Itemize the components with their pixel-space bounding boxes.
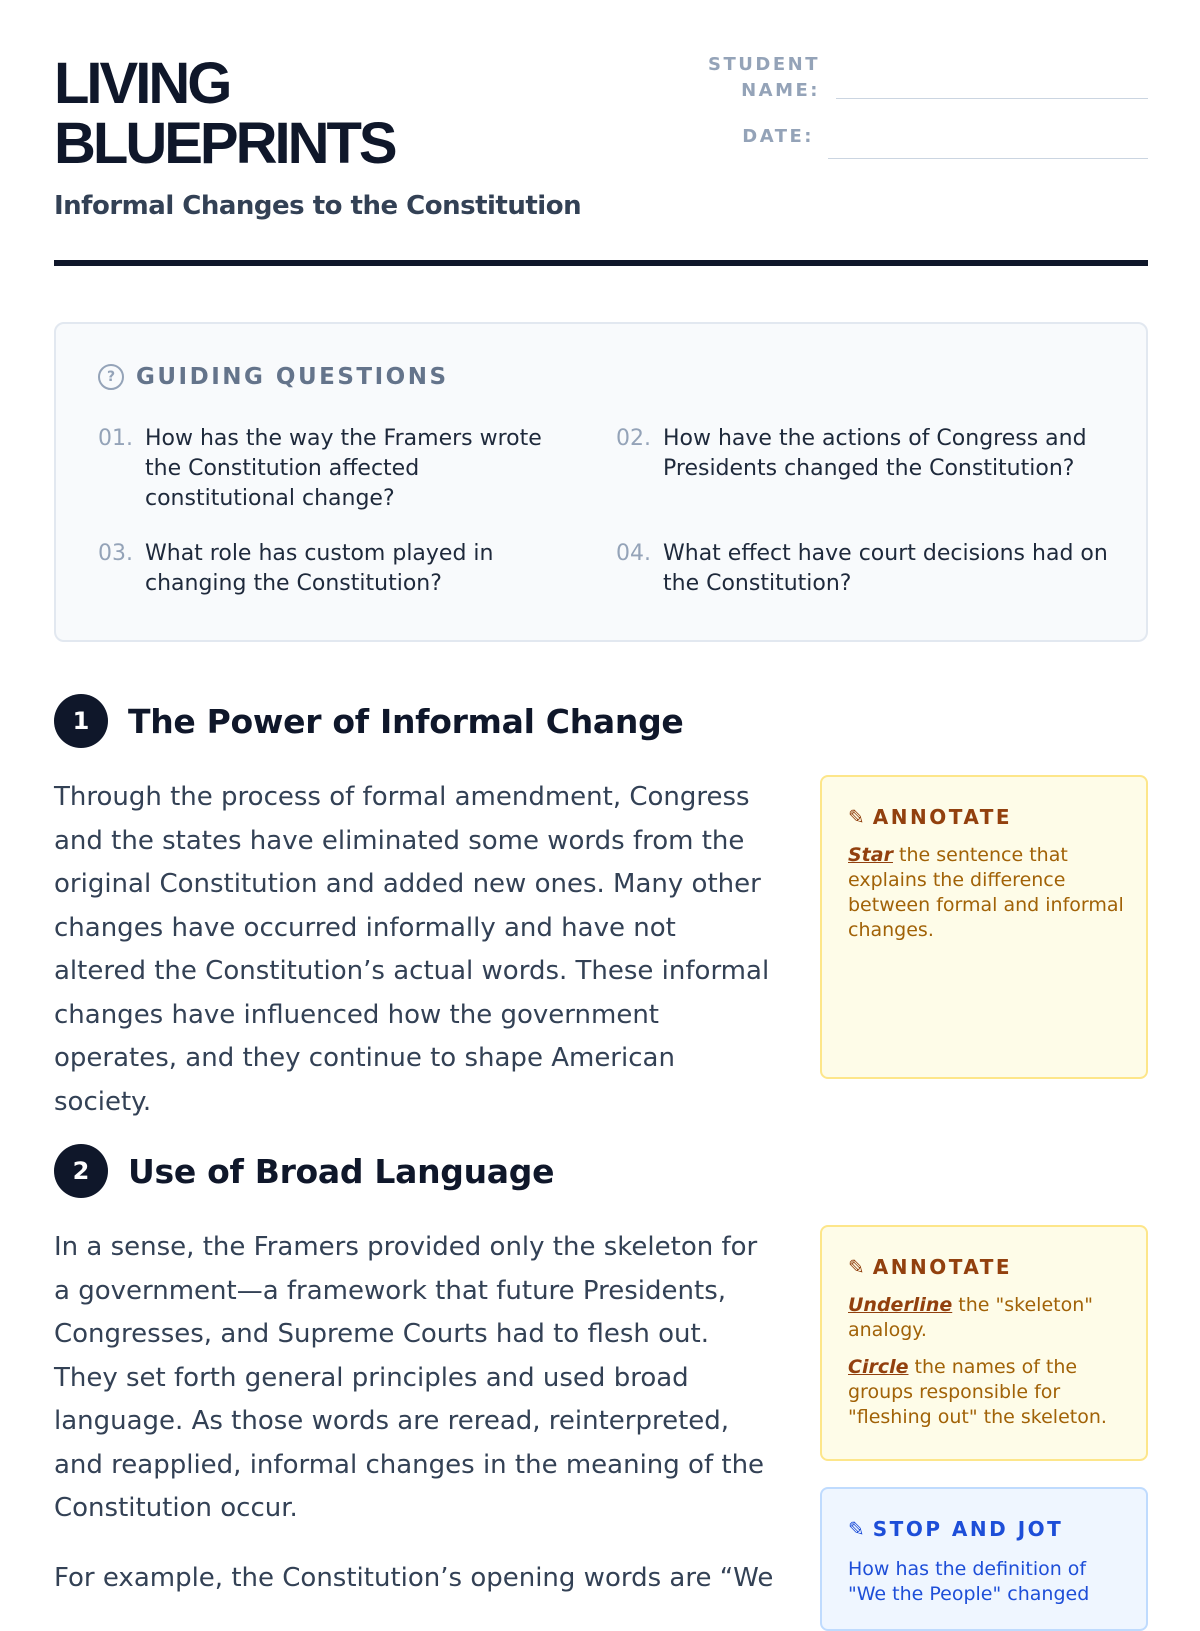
guiding-questions-box [54, 322, 1148, 642]
stop-and-jot-prompt: How has the definition of "We the People" changed [848, 1558, 1090, 1605]
annotate-item [848, 843, 1128, 943]
pencil-icon: ✎ [848, 805, 865, 829]
section-2-paragraph-2: For example, the Constitution’s opening words are “We [54, 1563, 774, 1593]
page-title [54, 51, 614, 176]
question-number: 01. [98, 426, 133, 451]
question-circle-icon: ? [98, 364, 124, 390]
date-row [708, 124, 1148, 184]
annotate-heading [848, 805, 1012, 829]
student-name-label [708, 52, 820, 104]
worksheet-page [54, 0, 1148, 1605]
guiding-question-4 [616, 539, 1116, 599]
student-name-label-line-1: STUDENT [708, 54, 820, 75]
question-text: How has the way the Framers wrote the Constitution affected constitutional change? [145, 426, 542, 511]
guiding-question-1 [98, 424, 568, 514]
annotate-instructions [848, 843, 1128, 955]
annotate-box-2 [820, 1225, 1148, 1461]
annotate-title: ANNOTATE [872, 805, 1013, 829]
annotate-text: the sentence that explains the difference between formal and informal changes. [848, 844, 1124, 941]
section-title: The Power of Informal Change [128, 701, 684, 741]
guiding-questions-title: GUIDING QUESTIONS [136, 364, 449, 390]
question-text: What role has custom played in changing the Constitution? [145, 541, 494, 596]
section-2-paragraph-1: In a sense, the Framers provided only the skeleton for a government—a framework that future Presidents, Congresses, and Supreme Courts had to flesh out. They set forth general principles and used broad language. As those words are reread, reinterpreted, and reapplied, informal changes in the meaning of the Constitution occur. [54, 1232, 765, 1523]
stop-and-jot-heading [848, 1517, 1063, 1541]
question-text: How have the actions of Congress and Presidents changed the Constitution? [663, 426, 1087, 481]
date-field[interactable] [828, 158, 1148, 159]
section-number-badge: 2 [54, 1144, 108, 1198]
annotate-keyword: Underline [848, 1294, 953, 1316]
annotate-text: the names of the groups responsible for "fleshing out" the skeleton. [848, 1356, 1107, 1428]
annotate-instructions [848, 1293, 1128, 1442]
question-number: 02. [616, 426, 651, 451]
annotate-item [848, 1355, 1128, 1430]
annotate-keyword: Star [848, 844, 893, 866]
student-name-row [708, 52, 1148, 112]
annotate-title: ANNOTATE [872, 1255, 1013, 1279]
stop-and-jot-title: STOP AND JOT [872, 1517, 1064, 1541]
guiding-question-2 [616, 424, 1116, 484]
pencil-icon: ✎ [848, 1255, 865, 1279]
section-title: Use of Broad Language [128, 1151, 555, 1191]
student-info [708, 52, 1148, 147]
annotate-heading [848, 1255, 1012, 1279]
student-name-field[interactable] [836, 98, 1148, 99]
section-number-badge: 1 [54, 694, 108, 748]
question-number: 03. [98, 541, 133, 566]
section-1-paragraph: Through the process of formal amendment, Congress and the states have eliminated some words from the original Constitution and added new ones. Many other changes have occurred informally and have not altered the Constitution’s actual words. These informal changes have influenced how the government operates, and they continue to shape American society. [54, 782, 770, 1117]
question-number: 04. [616, 541, 651, 566]
pencil-icon: ✎ [848, 1517, 865, 1541]
student-name-label-line-2: NAME: [741, 80, 820, 101]
date-label: DATE: [742, 126, 814, 147]
annotate-item [848, 1293, 1128, 1343]
title-line-2: BLUEPRINTS [54, 111, 395, 176]
question-text: What effect have court decisions had on the Constitution? [663, 541, 1108, 596]
stop-and-jot-box [820, 1487, 1148, 1631]
annotate-keyword: Circle [848, 1356, 909, 1378]
guiding-question-3 [98, 539, 568, 599]
header-divider [54, 260, 1148, 266]
section-2-heading [54, 1144, 554, 1198]
guiding-questions-heading [98, 364, 449, 390]
annotate-text: the "skeleton" analogy. [848, 1294, 1093, 1341]
page-subtitle: Informal Changes to the Constitution [54, 191, 582, 221]
title-line-1: LIVING [54, 51, 230, 116]
annotate-box-1 [820, 775, 1148, 1079]
section-1-heading [54, 694, 684, 748]
